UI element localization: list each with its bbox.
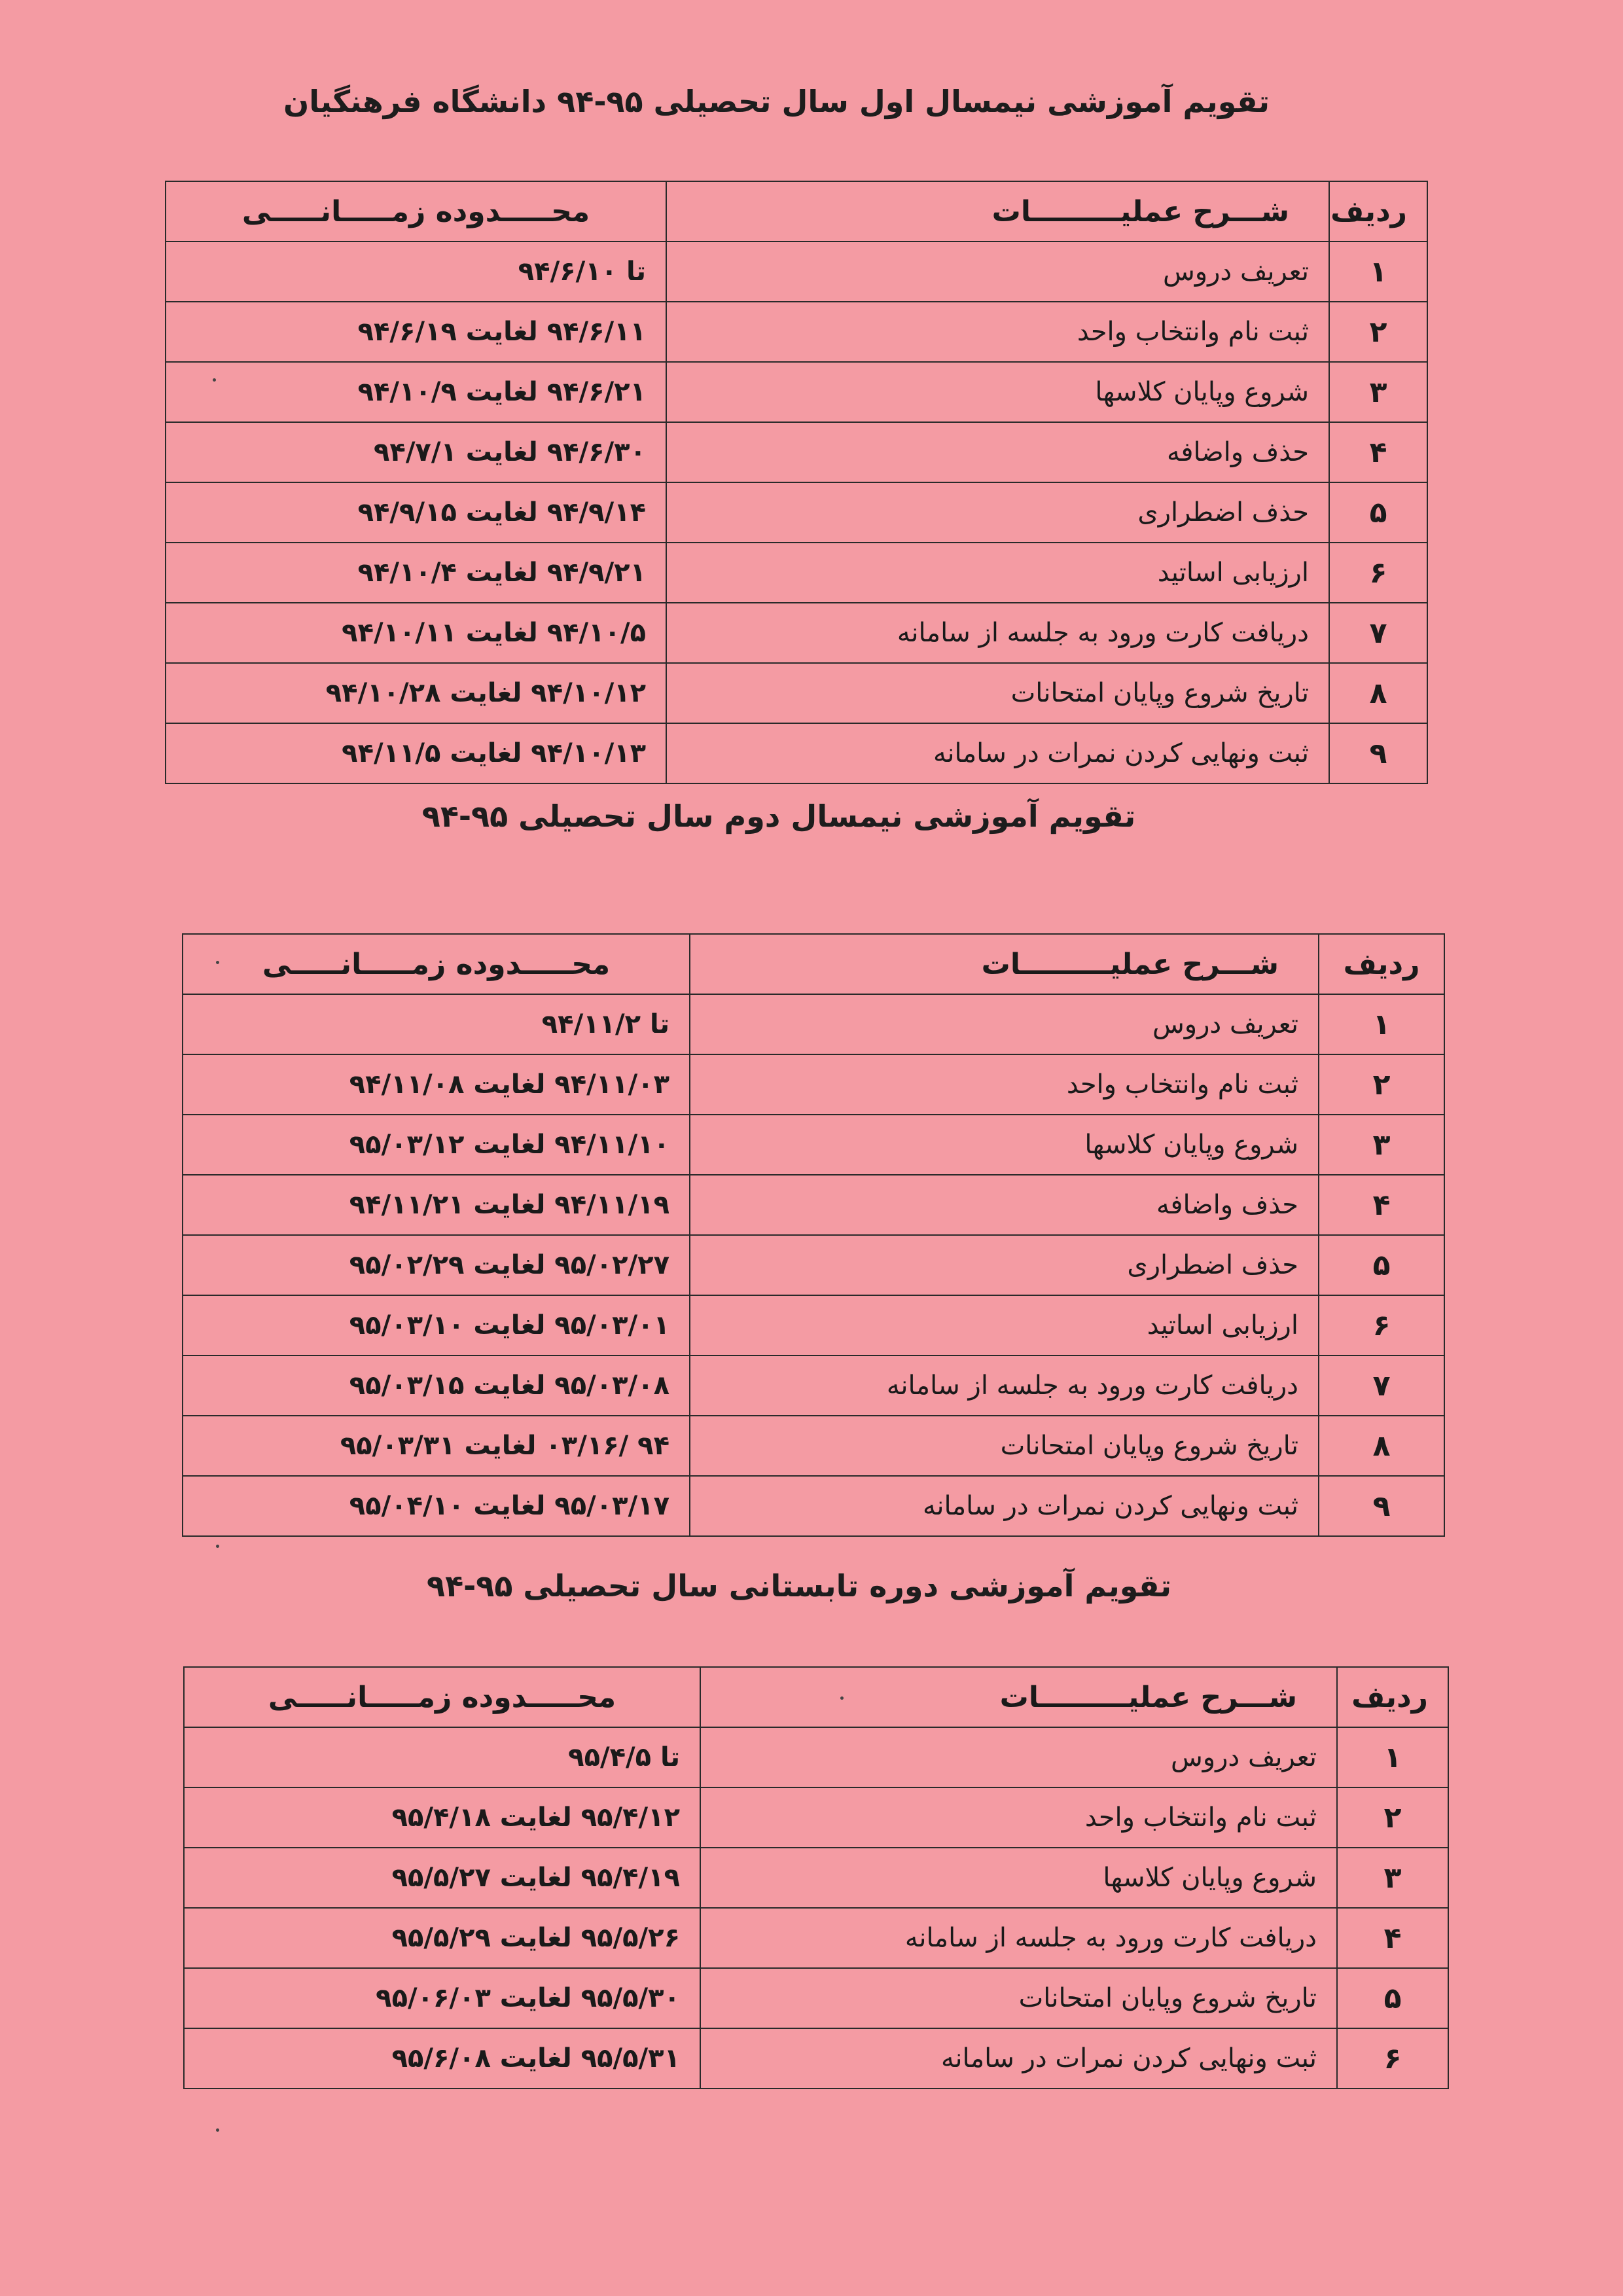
scan-speck xyxy=(213,378,216,382)
table-row xyxy=(166,663,1427,723)
table-header-row xyxy=(183,934,1444,994)
summer-term-table xyxy=(183,1666,1449,2089)
table-row xyxy=(183,1355,1444,1416)
table-row xyxy=(166,723,1427,783)
table-row xyxy=(166,603,1427,663)
row-description: ثبت نام وانتخاب واحد xyxy=(700,1787,1337,1848)
table-row xyxy=(183,994,1444,1054)
scan-speck xyxy=(216,961,219,964)
header-date-range: محـــــدوده زمـــــانـــــی xyxy=(184,1667,700,1727)
row-number: ۳ xyxy=(1319,1115,1444,1175)
row-number: ۴ xyxy=(1329,422,1427,482)
row-date-range: ۹۴/۱۰/۱۲ لغایت ۹۴/۱۰/۲۸ xyxy=(166,663,666,723)
table-row xyxy=(166,482,1427,543)
row-number: ۶ xyxy=(1337,2028,1448,2089)
table-row xyxy=(183,1054,1444,1115)
table-row xyxy=(183,1295,1444,1355)
row-description: تعریف دروس xyxy=(690,994,1319,1054)
row-date-range: ۹۵/۰۳/۰۸ لغایت ۹۵/۰۳/۱۵ xyxy=(183,1355,690,1416)
row-number: ۵ xyxy=(1329,482,1427,543)
row-number: ۲ xyxy=(1319,1054,1444,1115)
row-description: حذف اضطراری xyxy=(690,1235,1319,1295)
table-row xyxy=(166,302,1427,362)
row-description: حذف واضافه xyxy=(666,422,1329,482)
row-date-range: ۹۴/۹/۲۱ لغایت ۹۴/۱۰/۴ xyxy=(166,543,666,603)
table-row xyxy=(183,1235,1444,1295)
row-date-range: ۹۵/۵/۳۱ لغایت ۹۵/۶/۰۸ xyxy=(184,2028,700,2089)
row-number: ۱ xyxy=(1337,1727,1448,1787)
scan-speck xyxy=(840,1696,844,1700)
row-number: ۹ xyxy=(1329,723,1427,783)
table-header-row xyxy=(166,181,1427,242)
row-description: دریافت کارت ورود به جلسه از سامانه xyxy=(700,1908,1337,1968)
row-description: شروع وپایان کلاسها xyxy=(690,1115,1319,1175)
row-date-range: ۹۵/۵/۳۰ لغایت ۹۵/۰۶/۰۳ xyxy=(184,1968,700,2028)
second-semester-table xyxy=(182,933,1445,1537)
table-row xyxy=(184,1968,1448,2028)
header-row-number: ردیف xyxy=(1319,934,1444,994)
row-number: ۵ xyxy=(1337,1968,1448,2028)
row-description: تعریف دروس xyxy=(700,1727,1337,1787)
row-date-range: ۹۴/۱۱/۱۰ لغایت ۹۵/۰۳/۱۲ xyxy=(183,1115,690,1175)
table-row xyxy=(184,1727,1448,1787)
row-description: ثبت نام وانتخاب واحد xyxy=(666,302,1329,362)
header-row-number: ردیف xyxy=(1329,181,1427,242)
row-number: ۶ xyxy=(1319,1295,1444,1355)
row-date-range: تا ۹۴/۶/۱۰ xyxy=(166,242,666,302)
row-date-range: ۹۴/۱۰/۱۳ لغایت ۹۴/۱۱/۵ xyxy=(166,723,666,783)
row-date-range: ۹۴/۱۱/۱۹ لغایت ۹۴/۱۱/۲۱ xyxy=(183,1175,690,1235)
row-date-range: ۹۵/۰۳/۰۱ لغایت ۹۵/۰۳/۱۰ xyxy=(183,1295,690,1355)
row-description: ثبت ونهایی کردن نمرات در سامانه xyxy=(700,2028,1337,2089)
row-date-range: ۹۴/۹/۱۴ لغایت ۹۴/۹/۱۵ xyxy=(166,482,666,543)
table-row xyxy=(183,1416,1444,1476)
table-row xyxy=(184,2028,1448,2089)
scan-speck xyxy=(216,1545,219,1548)
header-description: شـــرح عملیـــــــــات xyxy=(690,934,1319,994)
table-row xyxy=(184,1848,1448,1908)
section-title-second-semester: تقویم آموزشی نیمسال دوم سال تحصیلی ۹۵-۹۴ xyxy=(421,798,1136,834)
first-semester-table xyxy=(165,181,1428,784)
row-description: تعریف دروس xyxy=(666,242,1329,302)
table-row xyxy=(183,1476,1444,1536)
row-description: دریافت کارت ورود به جلسه از سامانه xyxy=(690,1355,1319,1416)
row-number: ۳ xyxy=(1337,1848,1448,1908)
row-number: ۳ xyxy=(1329,362,1427,422)
row-date-range: ۹۴/۶/۱۱ لغایت ۹۴/۶/۱۹ xyxy=(166,302,666,362)
row-description: تاریخ شروع وپایان امتحانات xyxy=(690,1416,1319,1476)
row-date-range: تا ۹۵/۴/۵ xyxy=(184,1727,700,1787)
row-number: ۸ xyxy=(1319,1416,1444,1476)
row-description: حذف واضافه xyxy=(690,1175,1319,1235)
row-number: ۷ xyxy=(1319,1355,1444,1416)
row-date-range: ۹۴ /۰۳/۱۶ لغایت ۹۵/۰۳/۳۱ xyxy=(183,1416,690,1476)
row-description: شروع وپایان کلاسها xyxy=(666,362,1329,422)
section-title-summer-term: تقویم آموزشی دوره تابستانی سال تحصیلی ۹۵-۹۴ xyxy=(427,1568,1171,1604)
row-number: ۴ xyxy=(1319,1175,1444,1235)
row-number: ۹ xyxy=(1319,1476,1444,1536)
table-row xyxy=(166,422,1427,482)
row-number: ۲ xyxy=(1329,302,1427,362)
row-date-range: ۹۵/۰۳/۱۷ لغایت ۹۵/۰۴/۱۰ xyxy=(183,1476,690,1536)
header-date-range: محـــــدوده زمـــــانـــــی xyxy=(166,181,666,242)
row-number: ۵ xyxy=(1319,1235,1444,1295)
row-date-range: ۹۴/۶/۳۰ لغایت ۹۴/۷/۱ xyxy=(166,422,666,482)
row-number: ۶ xyxy=(1329,543,1427,603)
row-date-range: ۹۵/۵/۲۶ لغایت ۹۵/۵/۲۹ xyxy=(184,1908,700,1968)
row-description: تاریخ شروع وپایان امتحانات xyxy=(666,663,1329,723)
row-number: ۱ xyxy=(1319,994,1444,1054)
row-description: ارزیابی اساتید xyxy=(666,543,1329,603)
row-number: ۸ xyxy=(1329,663,1427,723)
table-row xyxy=(166,543,1427,603)
table-header-row xyxy=(184,1667,1448,1727)
table-row xyxy=(166,242,1427,302)
header-description: شـــرح عملیـــــــــات xyxy=(666,181,1329,242)
table-row xyxy=(184,1908,1448,1968)
table-row xyxy=(166,362,1427,422)
row-description: ثبت نام وانتخاب واحد xyxy=(690,1054,1319,1115)
row-date-range: تا ۹۴/۱۱/۲ xyxy=(183,994,690,1054)
row-description: ثبت ونهایی کردن نمرات در سامانه xyxy=(690,1476,1319,1536)
row-description: ثبت ونهایی کردن نمرات در سامانه xyxy=(666,723,1329,783)
row-number: ۴ xyxy=(1337,1908,1448,1968)
row-date-range: ۹۴/۱۰/۵ لغایت ۹۴/۱۰/۱۱ xyxy=(166,603,666,663)
row-date-range: ۹۴/۱۱/۰۳ لغایت ۹۴/۱۱/۰۸ xyxy=(183,1054,690,1115)
scan-speck xyxy=(216,2128,219,2132)
table-row xyxy=(183,1175,1444,1235)
table-row xyxy=(184,1787,1448,1848)
row-number: ۲ xyxy=(1337,1787,1448,1848)
row-description: تاریخ شروع وپایان امتحانات xyxy=(700,1968,1337,2028)
row-description: دریافت کارت ورود به جلسه از سامانه xyxy=(666,603,1329,663)
row-description: حذف اضطراری xyxy=(666,482,1329,543)
section-title-first-semester: تقویم آموزشی نیمسال اول سال تحصیلی ۹۵-۹۴ دانشگاه فرهنگیان xyxy=(283,84,1270,119)
row-number: ۷ xyxy=(1329,603,1427,663)
row-description: ارزیابی اساتید xyxy=(690,1295,1319,1355)
row-number: ۱ xyxy=(1329,242,1427,302)
header-row-number: ردیف xyxy=(1337,1667,1448,1727)
table-row xyxy=(183,1115,1444,1175)
header-date-range: محـــــدوده زمـــــانـــــی xyxy=(183,934,690,994)
row-date-range: ۹۴/۶/۲۱ لغایت ۹۴/۱۰/۹ xyxy=(166,362,666,422)
row-date-range: ۹۵/۴/۱۲ لغایت ۹۵/۴/۱۸ xyxy=(184,1787,700,1848)
row-date-range: ۹۵/۰۲/۲۷ لغایت ۹۵/۰۲/۲۹ xyxy=(183,1235,690,1295)
row-date-range: ۹۵/۴/۱۹ لغایت ۹۵/۵/۲۷ xyxy=(184,1848,700,1908)
header-description: شـــرح عملیـــــــــات xyxy=(700,1667,1337,1727)
row-description: شروع وپایان کلاسها xyxy=(700,1848,1337,1908)
